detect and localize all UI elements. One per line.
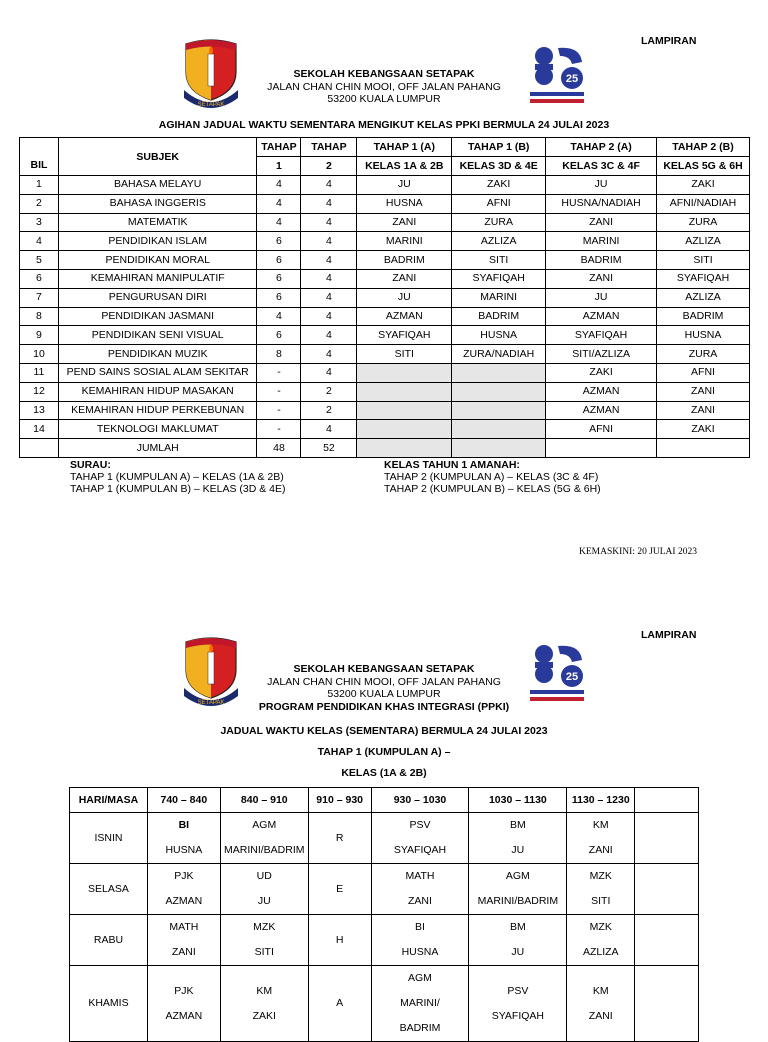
row-subjek: TEKNOLOGI MAKLUMAT (58, 420, 257, 439)
amanah-title: KELAS TAHUN 1 AMANAH: (384, 459, 520, 471)
row-teacher-1b: AFNI (452, 194, 546, 213)
row-tahap-1: - (257, 382, 301, 401)
subject-code: KM (256, 984, 273, 997)
row-teacher-2a: AZMAN (546, 307, 657, 326)
row-bil: 12 (20, 382, 59, 401)
row-bil: 3 (20, 213, 59, 232)
letterhead-2 (252, 663, 516, 713)
row-teacher-1b: HUSNA (452, 326, 546, 345)
subject-code: PJK (174, 870, 194, 882)
rehat-cell: E (308, 864, 371, 915)
timetable-header: 740 – 840 (147, 788, 220, 813)
rehat-cell: A (308, 966, 371, 1042)
row-bil: 9 (20, 326, 59, 345)
row-teacher-1a: SITI (357, 345, 452, 364)
amanah-line-1: TAHAP 2 (KUMPULAN A) – KELAS (3C & 4F) (384, 471, 599, 483)
table-row (20, 269, 750, 288)
page-1-title: AGIHAN JADUAL WAKTU SEMENTARA MENGIKUT KELAS PPKI BERMULA 24 JULAI 2023 (158, 119, 610, 131)
header-tahap-2b: TAHAP 2 (B) (657, 138, 750, 157)
row-subjek: KEMAHIRAN HIDUP PERKEBUNAN (58, 401, 257, 420)
row-teacher-2b: HUSNA (657, 326, 750, 345)
row-teacher-1a: BADRIM (357, 251, 452, 270)
row-teacher-1a (357, 420, 452, 439)
page-2-subtitle-2: KELAS (1A & 2B) (341, 767, 427, 779)
row-teacher-1b: AZLIZA (452, 232, 546, 251)
row-bil: 6 (20, 269, 59, 288)
total-empty (357, 439, 452, 458)
slot-1030 (469, 864, 567, 915)
row-bil: 13 (20, 401, 59, 420)
slot-1030 (469, 915, 567, 966)
timetable-row (70, 864, 699, 915)
row-teacher-1b (452, 420, 546, 439)
table-row (20, 194, 750, 213)
row-teacher-1a: ZANI (357, 269, 452, 288)
slot-1030 (469, 813, 567, 864)
amanah-notes (384, 459, 601, 495)
row-subjek: MATEMATIK (58, 213, 257, 232)
row-teacher-2b: ZAKI (657, 420, 750, 439)
row-subjek: KEMAHIRAN HIDUP MASAKAN (58, 382, 257, 401)
table-row (20, 363, 750, 382)
school-name: SEKOLAH KEBANGSAAN SETAPAK (293, 663, 475, 675)
row-tahap-2: 4 (301, 232, 357, 251)
table-row (20, 382, 750, 401)
teacher-name: MARINI/BADRIM (224, 844, 305, 856)
address-line-2: 53200 KUALA LUMPUR (327, 688, 441, 700)
teacher-name: HUSNA (401, 946, 439, 958)
table-row (20, 213, 750, 232)
total-label: JUMLAH (58, 439, 257, 458)
table-row (20, 288, 750, 307)
row-tahap-2: 4 (301, 363, 357, 382)
slot-1130 (567, 966, 635, 1042)
row-teacher-1a: ZANI (357, 213, 452, 232)
subject-code: MZK (589, 870, 612, 882)
row-teacher-1b: ZURA/NADIAH (452, 345, 546, 364)
row-tahap-1: 6 (257, 269, 301, 288)
row-teacher-1a: JU (357, 176, 452, 195)
subject-allocation-table (19, 137, 750, 458)
day-cell: RABU (70, 915, 148, 966)
svg-text:SETAPAK: SETAPAK (197, 700, 225, 706)
address-line-1: JALAN CHAN CHIN MOOI, OFF JALAN PAHANG (267, 675, 501, 688)
row-tahap-2: 4 (301, 307, 357, 326)
timetable-row (70, 915, 699, 966)
row-tahap-2: 4 (301, 176, 357, 195)
subject-code: AGM (252, 819, 277, 831)
teacher-name: ZANI (171, 946, 196, 958)
timetable-header: 930 – 1030 (371, 788, 469, 813)
slot-1130 (567, 864, 635, 915)
total-empty (20, 439, 59, 458)
teacher-name: ZANI (588, 1009, 613, 1022)
row-subjek: PENDIDIKAN JASMANI (58, 307, 257, 326)
subject-code: MATH (169, 921, 199, 933)
table-row (20, 345, 750, 364)
teacher-name: ZAKI (252, 1009, 276, 1022)
row-tahap-1: 4 (257, 307, 301, 326)
table-row (20, 251, 750, 270)
table-row (20, 401, 750, 420)
row-bil: 10 (20, 345, 59, 364)
row-tahap-2: 4 (301, 326, 357, 345)
row-tahap-2: 4 (301, 269, 357, 288)
slot-740 (147, 864, 220, 915)
surau-title: SURAU: (70, 459, 111, 471)
empty-cell (635, 966, 699, 1042)
row-subjek: PENGURUSAN DIRI (58, 288, 257, 307)
subject-code: KM (592, 984, 609, 997)
subject-code: MZK (253, 921, 276, 933)
header-subjek: SUBJEK (58, 138, 257, 176)
header-kelas-1a: KELAS 1A & 2B (357, 157, 452, 176)
header-tahap-1-num: 1 (257, 157, 301, 176)
slot-930 (371, 813, 469, 864)
row-tahap-2: 4 (301, 213, 357, 232)
row-teacher-1a: HUSNA (357, 194, 452, 213)
row-bil: 4 (20, 232, 59, 251)
row-tahap-2: 4 (301, 251, 357, 270)
empty-cell (635, 813, 699, 864)
row-teacher-2b: AFNI/NADIAH (657, 194, 750, 213)
empty-cell (635, 864, 699, 915)
row-tahap-1: 4 (257, 213, 301, 232)
row-tahap-2: 2 (301, 401, 357, 420)
row-teacher-2b: ZURA (657, 213, 750, 232)
day-cell: KHAMIS (70, 966, 148, 1042)
row-bil: 2 (20, 194, 59, 213)
row-subjek: PENDIDIKAN MORAL (58, 251, 257, 270)
subject-code: KM (592, 819, 609, 831)
row-teacher-1b: SYAFIQAH (452, 269, 546, 288)
row-teacher-2a: HUSNA/NADIAH (546, 194, 657, 213)
header-tahap-1a: TAHAP 1 (A) (357, 138, 452, 157)
subject-code: BI (178, 819, 190, 831)
table-row (20, 176, 750, 195)
anniversary-logo-icon (528, 640, 586, 704)
row-teacher-1a: AZMAN (357, 307, 452, 326)
header-kelas-2b: KELAS 5G & 6H (657, 157, 750, 176)
table-row (20, 326, 750, 345)
row-teacher-2a: AZMAN (546, 401, 657, 420)
subject-code: PSV (409, 819, 431, 831)
slot-840 (220, 813, 308, 864)
subject-code: BM (509, 921, 526, 933)
address-line-1: JALAN CHAN CHIN MOOI, OFF JALAN PAHANG (267, 80, 501, 93)
letterhead (252, 68, 516, 106)
surau-line-1: TAHAP 1 (KUMPULAN A) – KELAS (1A & 2B) (70, 471, 284, 483)
row-bil: 11 (20, 363, 59, 382)
slot-740 (147, 813, 220, 864)
row-teacher-2a: ZANI (546, 213, 657, 232)
slot-840 (220, 966, 308, 1042)
total-empty (546, 439, 657, 458)
teacher-name: MARINI/ (400, 997, 440, 1009)
table-row (20, 307, 750, 326)
teacher-name: JU (511, 946, 525, 958)
teacher-name: JU (257, 895, 271, 907)
row-tahap-1: 6 (257, 251, 301, 270)
timetable-header: 1130 – 1230 (567, 788, 635, 813)
teacher-name: AZMAN (165, 895, 203, 907)
row-teacher-2a: AZMAN (546, 382, 657, 401)
row-teacher-1a: SYAFIQAH (357, 326, 452, 345)
row-teacher-1a: JU (357, 288, 452, 307)
slot-1130 (567, 915, 635, 966)
total-row (20, 439, 750, 458)
teacher-name: SITI (591, 895, 611, 907)
subject-code: PJK (174, 984, 194, 997)
teacher-name: SYAFIQAH (393, 844, 447, 856)
svg-text:25: 25 (565, 671, 579, 683)
slot-740 (147, 915, 220, 966)
teacher-name: MARINI/BADRIM (477, 895, 559, 907)
row-tahap-2: 4 (301, 420, 357, 439)
slot-930 (371, 966, 469, 1042)
subject-code: MZK (589, 921, 612, 933)
row-teacher-2a: ZANI (546, 269, 657, 288)
slot-840 (220, 864, 308, 915)
row-teacher-2a: JU (546, 176, 657, 195)
row-bil: 8 (20, 307, 59, 326)
row-tahap-2: 4 (301, 288, 357, 307)
subject-code: AGM (408, 972, 432, 984)
row-teacher-2b: BADRIM (657, 307, 750, 326)
header-tahap-1b: TAHAP 1 (B) (452, 138, 546, 157)
rehat-cell: R (308, 813, 371, 864)
row-bil: 1 (20, 176, 59, 195)
day-cell: SELASA (70, 864, 148, 915)
slot-840 (220, 915, 308, 966)
header-tahap-2-num: 2 (301, 157, 357, 176)
row-teacher-1a (357, 363, 452, 382)
day-cell: ISNIN (70, 813, 148, 864)
row-subjek: BAHASA MELAYU (58, 176, 257, 195)
table-row (20, 420, 750, 439)
row-teacher-2b: AZLIZA (657, 232, 750, 251)
lampiran-label-2: LAMPIRAN (641, 629, 697, 641)
total-tahap-2: 52 (301, 439, 357, 458)
row-tahap-2: 4 (301, 194, 357, 213)
slot-930 (371, 915, 469, 966)
row-subjek: BAHASA INGGERIS (58, 194, 257, 213)
subject-code: PSV (507, 984, 529, 997)
timetable-row (70, 966, 699, 1042)
timetable-header: 910 – 930 (308, 788, 371, 813)
total-empty (452, 439, 546, 458)
header-tahap-1: TAHAP (257, 138, 301, 157)
total-empty (657, 439, 750, 458)
slot-740 (147, 966, 220, 1042)
row-teacher-2a: SYAFIQAH (546, 326, 657, 345)
rehat-cell: H (308, 915, 371, 966)
lampiran-label: LAMPIRAN (641, 35, 697, 47)
row-teacher-2b: AFNI (657, 363, 750, 382)
row-teacher-2a: BADRIM (546, 251, 657, 270)
timetable-header: 840 – 910 (220, 788, 308, 813)
row-teacher-1a: MARINI (357, 232, 452, 251)
subject-code: BM (509, 819, 526, 831)
header-kelas-2a: KELAS 3C & 4F (546, 157, 657, 176)
row-bil: 14 (20, 420, 59, 439)
slot-930 (371, 864, 469, 915)
timetable-row (70, 813, 699, 864)
teacher-name: ZANI (588, 844, 613, 856)
row-subjek: PEND SAINS SOSIAL ALAM SEKITAR (58, 363, 257, 382)
header-bil: BIL (20, 138, 59, 176)
row-tahap-2: 4 (301, 345, 357, 364)
row-teacher-1b: ZURA (452, 213, 546, 232)
teacher-name: AZLIZA (582, 946, 619, 958)
row-teacher-1a (357, 382, 452, 401)
header-tahap-2: TAHAP (301, 138, 357, 157)
row-teacher-2b: ZANI (657, 401, 750, 420)
subject-code: AGM (505, 870, 530, 882)
row-teacher-1b (452, 382, 546, 401)
row-subjek: KEMAHIRAN MANIPULATIF (58, 269, 257, 288)
row-tahap-1: 4 (257, 176, 301, 195)
teacher-name: BADRIM (399, 1022, 441, 1034)
row-tahap-1: 6 (257, 326, 301, 345)
row-teacher-2b: SITI (657, 251, 750, 270)
row-teacher-1b (452, 401, 546, 420)
row-tahap-1: 4 (257, 194, 301, 213)
row-teacher-2b: AZLIZA (657, 288, 750, 307)
school-crest-icon (180, 38, 242, 112)
page-2-subtitle-1: TAHAP 1 (KUMPULAN A) – (317, 746, 451, 758)
row-teacher-2a: ZAKI (546, 363, 657, 382)
row-teacher-1b: MARINI (452, 288, 546, 307)
header-tahap-2a: TAHAP 2 (A) (546, 138, 657, 157)
subject-code: BI (415, 921, 425, 933)
row-teacher-2a: AFNI (546, 420, 657, 439)
row-subjek: PENDIDIKAN SENI VISUAL (58, 326, 257, 345)
row-teacher-1a (357, 401, 452, 420)
row-teacher-1b (452, 363, 546, 382)
teacher-name: JU (511, 844, 525, 856)
table-row (20, 232, 750, 251)
row-tahap-2: 2 (301, 382, 357, 401)
subject-code: MATH (405, 870, 435, 882)
slot-1030 (469, 966, 567, 1042)
row-subjek: PENDIDIKAN MUZIK (58, 345, 257, 364)
address-line-2: 53200 KUALA LUMPUR (327, 93, 441, 105)
page-2-title: JADUAL WAKTU KELAS (SEMENTARA) BERMULA 24 JULAI 2023 (220, 725, 548, 737)
timetable-header: HARI/MASA (70, 788, 148, 813)
timetable-header (635, 788, 699, 813)
program-name: PROGRAM PENDIDIKAN KHAS INTEGRASI (PPKI) (258, 700, 510, 713)
update-date: KEMASKINI: 20 JULAI 2023 (579, 547, 697, 557)
school-name: SEKOLAH KEBANGSAAN SETAPAK (293, 68, 475, 80)
svg-text:25: 25 (565, 73, 579, 85)
empty-cell (635, 915, 699, 966)
teacher-name: HUSNA (165, 844, 203, 856)
row-tahap-1: - (257, 420, 301, 439)
header-kelas-1b: KELAS 3D & 4E (452, 157, 546, 176)
row-bil: 7 (20, 288, 59, 307)
class-timetable (69, 787, 699, 1042)
surau-line-2: TAHAP 1 (KUMPULAN B) – KELAS (3D & 4E) (70, 483, 286, 495)
row-teacher-2a: SITI/AZLIZA (546, 345, 657, 364)
row-tahap-1: 8 (257, 345, 301, 364)
row-teacher-2b: ZURA (657, 345, 750, 364)
subject-code: UD (256, 870, 272, 882)
row-teacher-1b: SITI (452, 251, 546, 270)
total-tahap-1: 48 (257, 439, 301, 458)
row-tahap-1: 6 (257, 288, 301, 307)
timetable-header: 1030 – 1130 (469, 788, 567, 813)
teacher-name: AZMAN (165, 1009, 203, 1022)
row-bil: 5 (20, 251, 59, 270)
row-tahap-1: - (257, 363, 301, 382)
teacher-name: SYAFIQAH (491, 1009, 545, 1022)
row-teacher-2a: MARINI (546, 232, 657, 251)
row-teacher-1b: BADRIM (452, 307, 546, 326)
row-teacher-1b: ZAKI (452, 176, 546, 195)
teacher-name: SITI (254, 946, 274, 958)
row-teacher-2b: ZAKI (657, 176, 750, 195)
anniversary-logo-icon (528, 42, 586, 106)
row-subjek: PENDIDIKAN ISLAM (58, 232, 257, 251)
row-teacher-2b: SYAFIQAH (657, 269, 750, 288)
school-crest-icon (180, 636, 242, 710)
row-tahap-1: - (257, 401, 301, 420)
row-teacher-2a: JU (546, 288, 657, 307)
row-teacher-2b: ZANI (657, 382, 750, 401)
row-tahap-1: 6 (257, 232, 301, 251)
svg-text:SETAPAK: SETAPAK (197, 102, 225, 108)
teacher-name: ZANI (408, 895, 432, 907)
slot-1130 (567, 813, 635, 864)
amanah-line-2: TAHAP 2 (KUMPULAN B) – KELAS (5G & 6H) (384, 483, 601, 495)
surau-notes (70, 459, 286, 495)
